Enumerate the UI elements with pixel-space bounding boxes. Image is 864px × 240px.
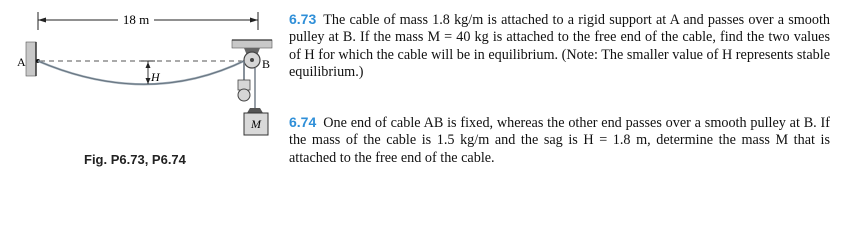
figure-caption: Fig. P6.73, P6.74: [84, 152, 186, 167]
problem-text: The cable of mass 1.8 kg/m is attached to a rigid support at A and passes over a smooth pulley at B. If the mass M = 40 kg is attached to the free end of the cable, find the two values of H for which the cable will be in equilibrium. (Note: The smaller value of H represents stable equilibrium.): [289, 12, 830, 81]
mass-label: M: [251, 117, 261, 131]
cable-pulley-figure: [0, 0, 290, 200]
problem-6-74: [289, 114, 830, 167]
sag-label: H: [151, 70, 160, 84]
problem-number: 6.74: [289, 114, 317, 130]
problem-6-73: [289, 11, 830, 82]
point-b-label: B: [262, 57, 271, 71]
problem-number: 6.73: [289, 11, 317, 27]
span-label: 18 m: [122, 12, 150, 27]
span-dimension: [38, 12, 258, 30]
wall-support: [26, 42, 36, 76]
point-a-label: A: [17, 55, 26, 69]
sag-dimension: [141, 61, 161, 84]
problem-text: One end of cable AB is fixed, whereas the other end passes over a smooth pulley at B. If the mass of the cable is 1.5 kg/m and the sag is H = 1.8 m, determine the mass M that is attached to the free end of the cable.: [289, 115, 830, 166]
